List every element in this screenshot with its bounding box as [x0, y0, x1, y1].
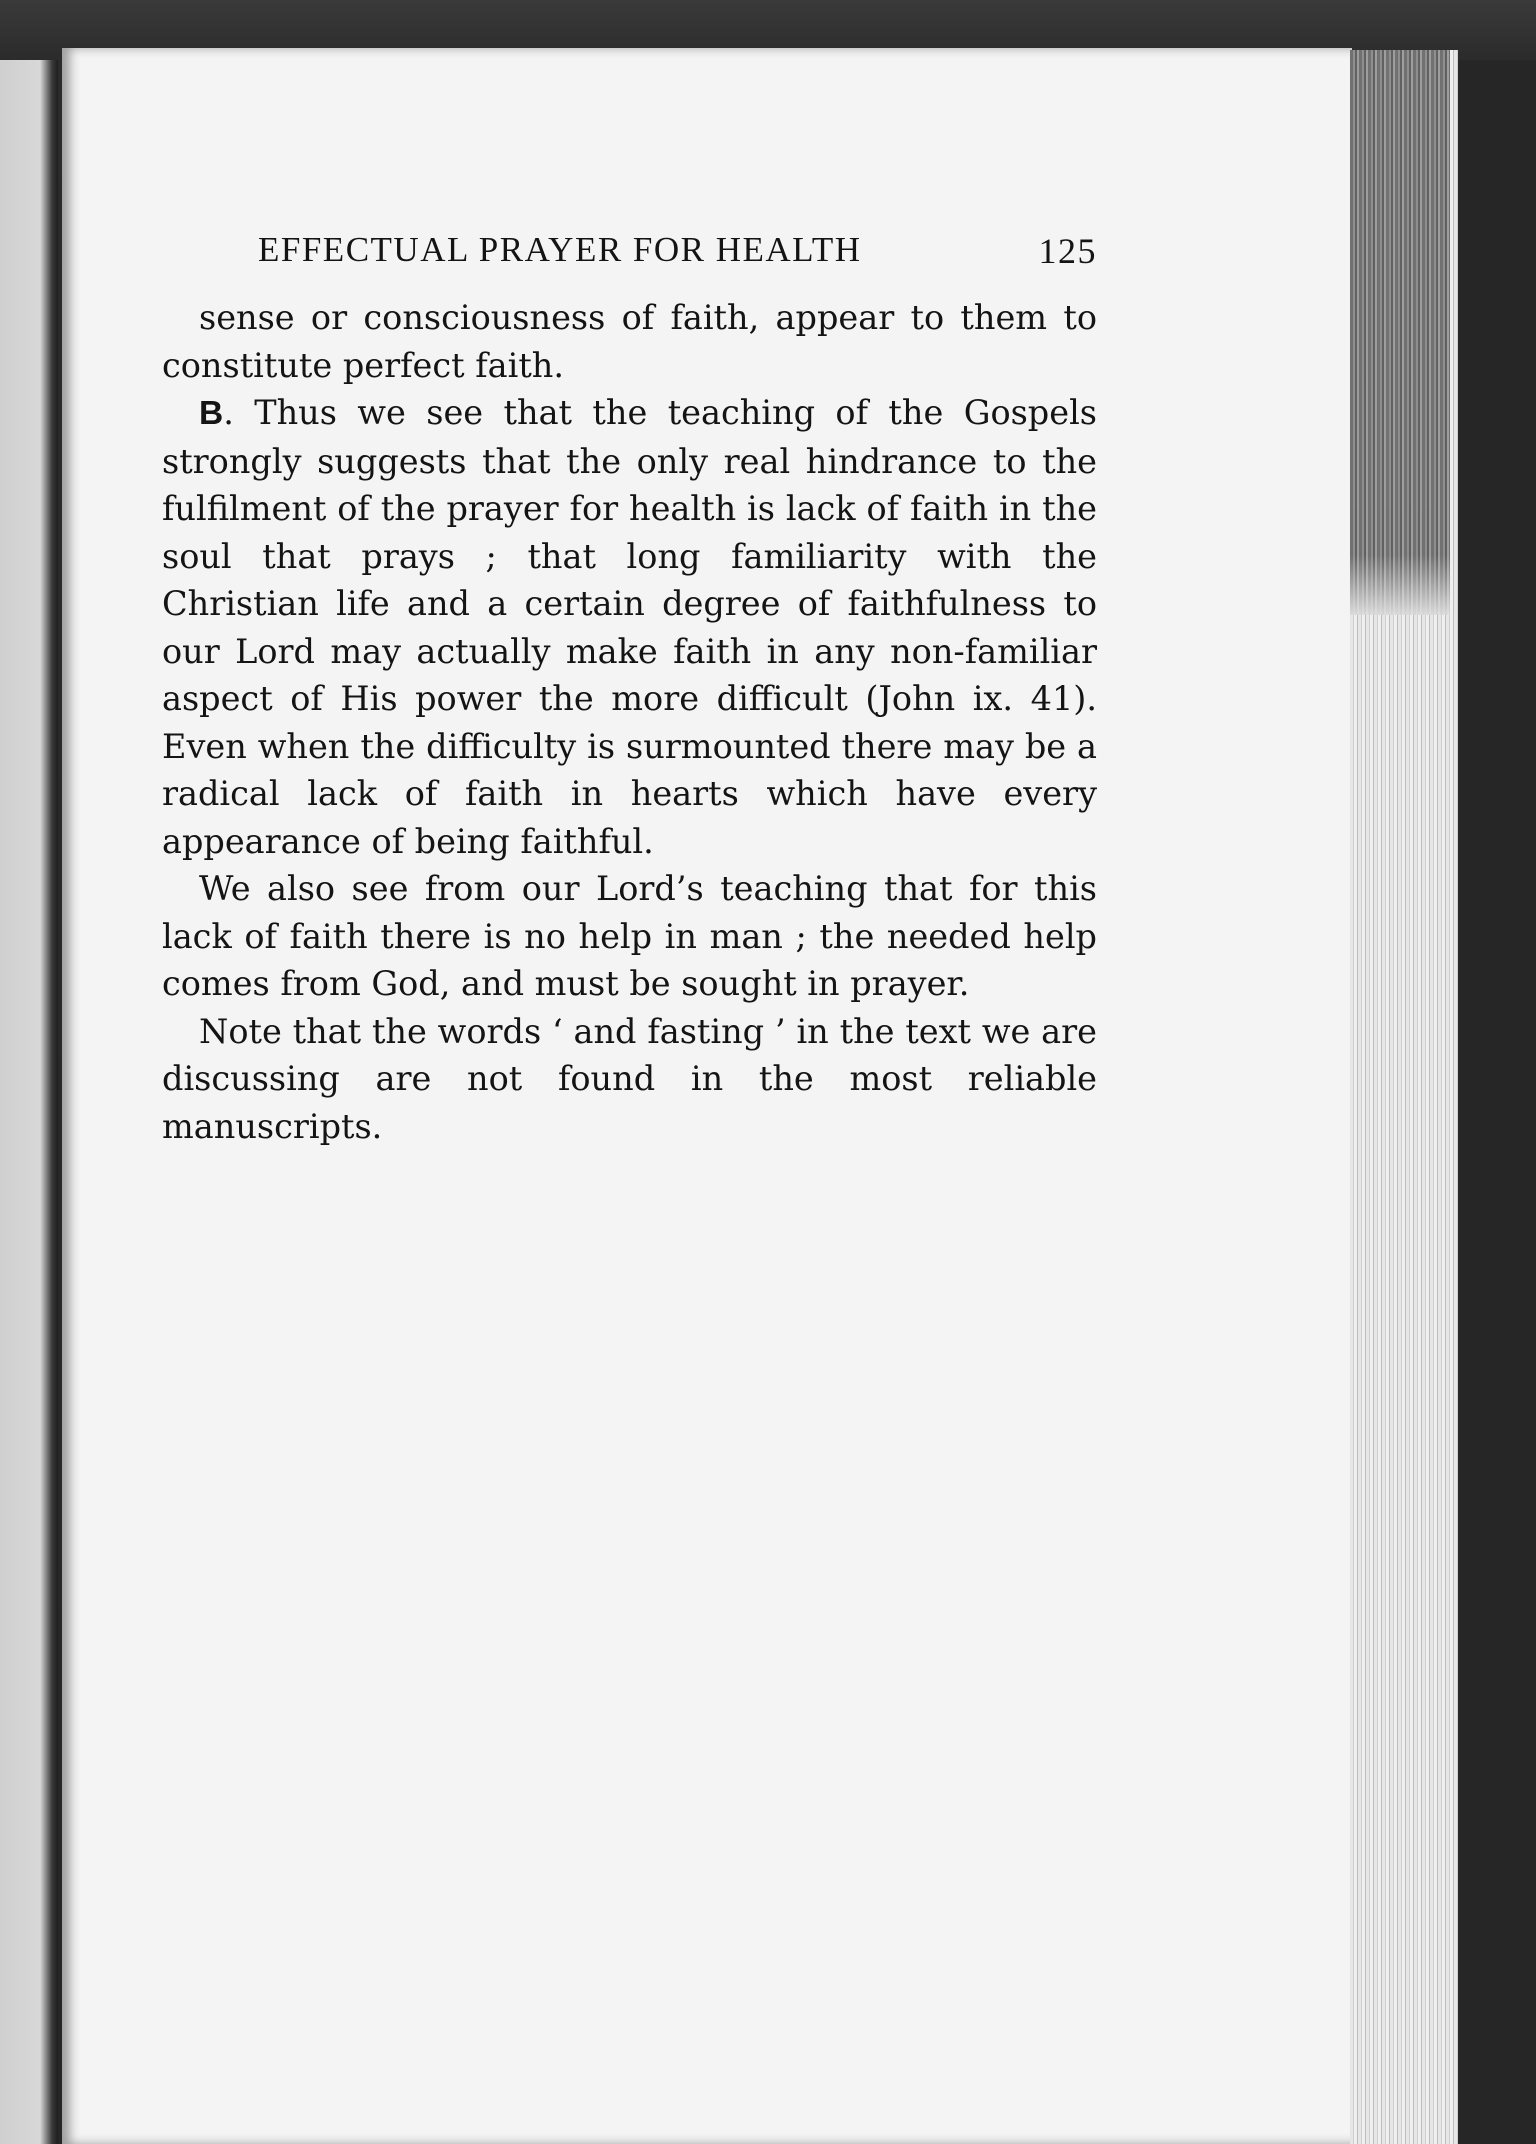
running-title: EFFECTUAL PRAYER FOR HEALTH: [258, 230, 862, 269]
paragraph-b: [162, 389, 1097, 865]
book-cover-edge: [1458, 60, 1536, 2144]
paragraph-text: We also see from our Lord’s teaching that for this lack of faith there is no help in man ; the needed help comes from God, and must be sought in prayer.: [162, 869, 1097, 1003]
running-head: [162, 222, 1097, 282]
page-fore-edge-shadow: [1350, 50, 1450, 615]
section-letter: B: [199, 395, 224, 432]
paragraph-continuation: [162, 294, 1097, 389]
page-number: 125: [1038, 231, 1097, 271]
paragraph-text: . Thus we see that the teaching of the Gospels strongly suggests that the only real hindrance to the fulfilment of the prayer for health is lack of faith in the soul that prays ; that long familiarity with the Christian life and a certain degree of faithfulness to our Lord may actually make faith in any non-familiar aspect of His power the more difficult (John ix. 41). Even when the difficulty is surmounted there may be a radical lack of faith in hearts which have every appearance of being faithful.: [162, 393, 1097, 861]
paragraph-lords-teaching: [162, 865, 1097, 1008]
paragraph-note: [162, 1008, 1097, 1151]
facing-page-edge: [0, 60, 58, 2144]
paragraph-text: sense or consciousness of faith, appear to them to constitute perfect faith.: [162, 298, 1097, 385]
paragraph-text: Note that the words ‘ and fasting ’ in the text we are discussing are not found in the most reliable manuscripts.: [162, 1011, 1097, 1146]
page-text-block: [162, 222, 1097, 1150]
